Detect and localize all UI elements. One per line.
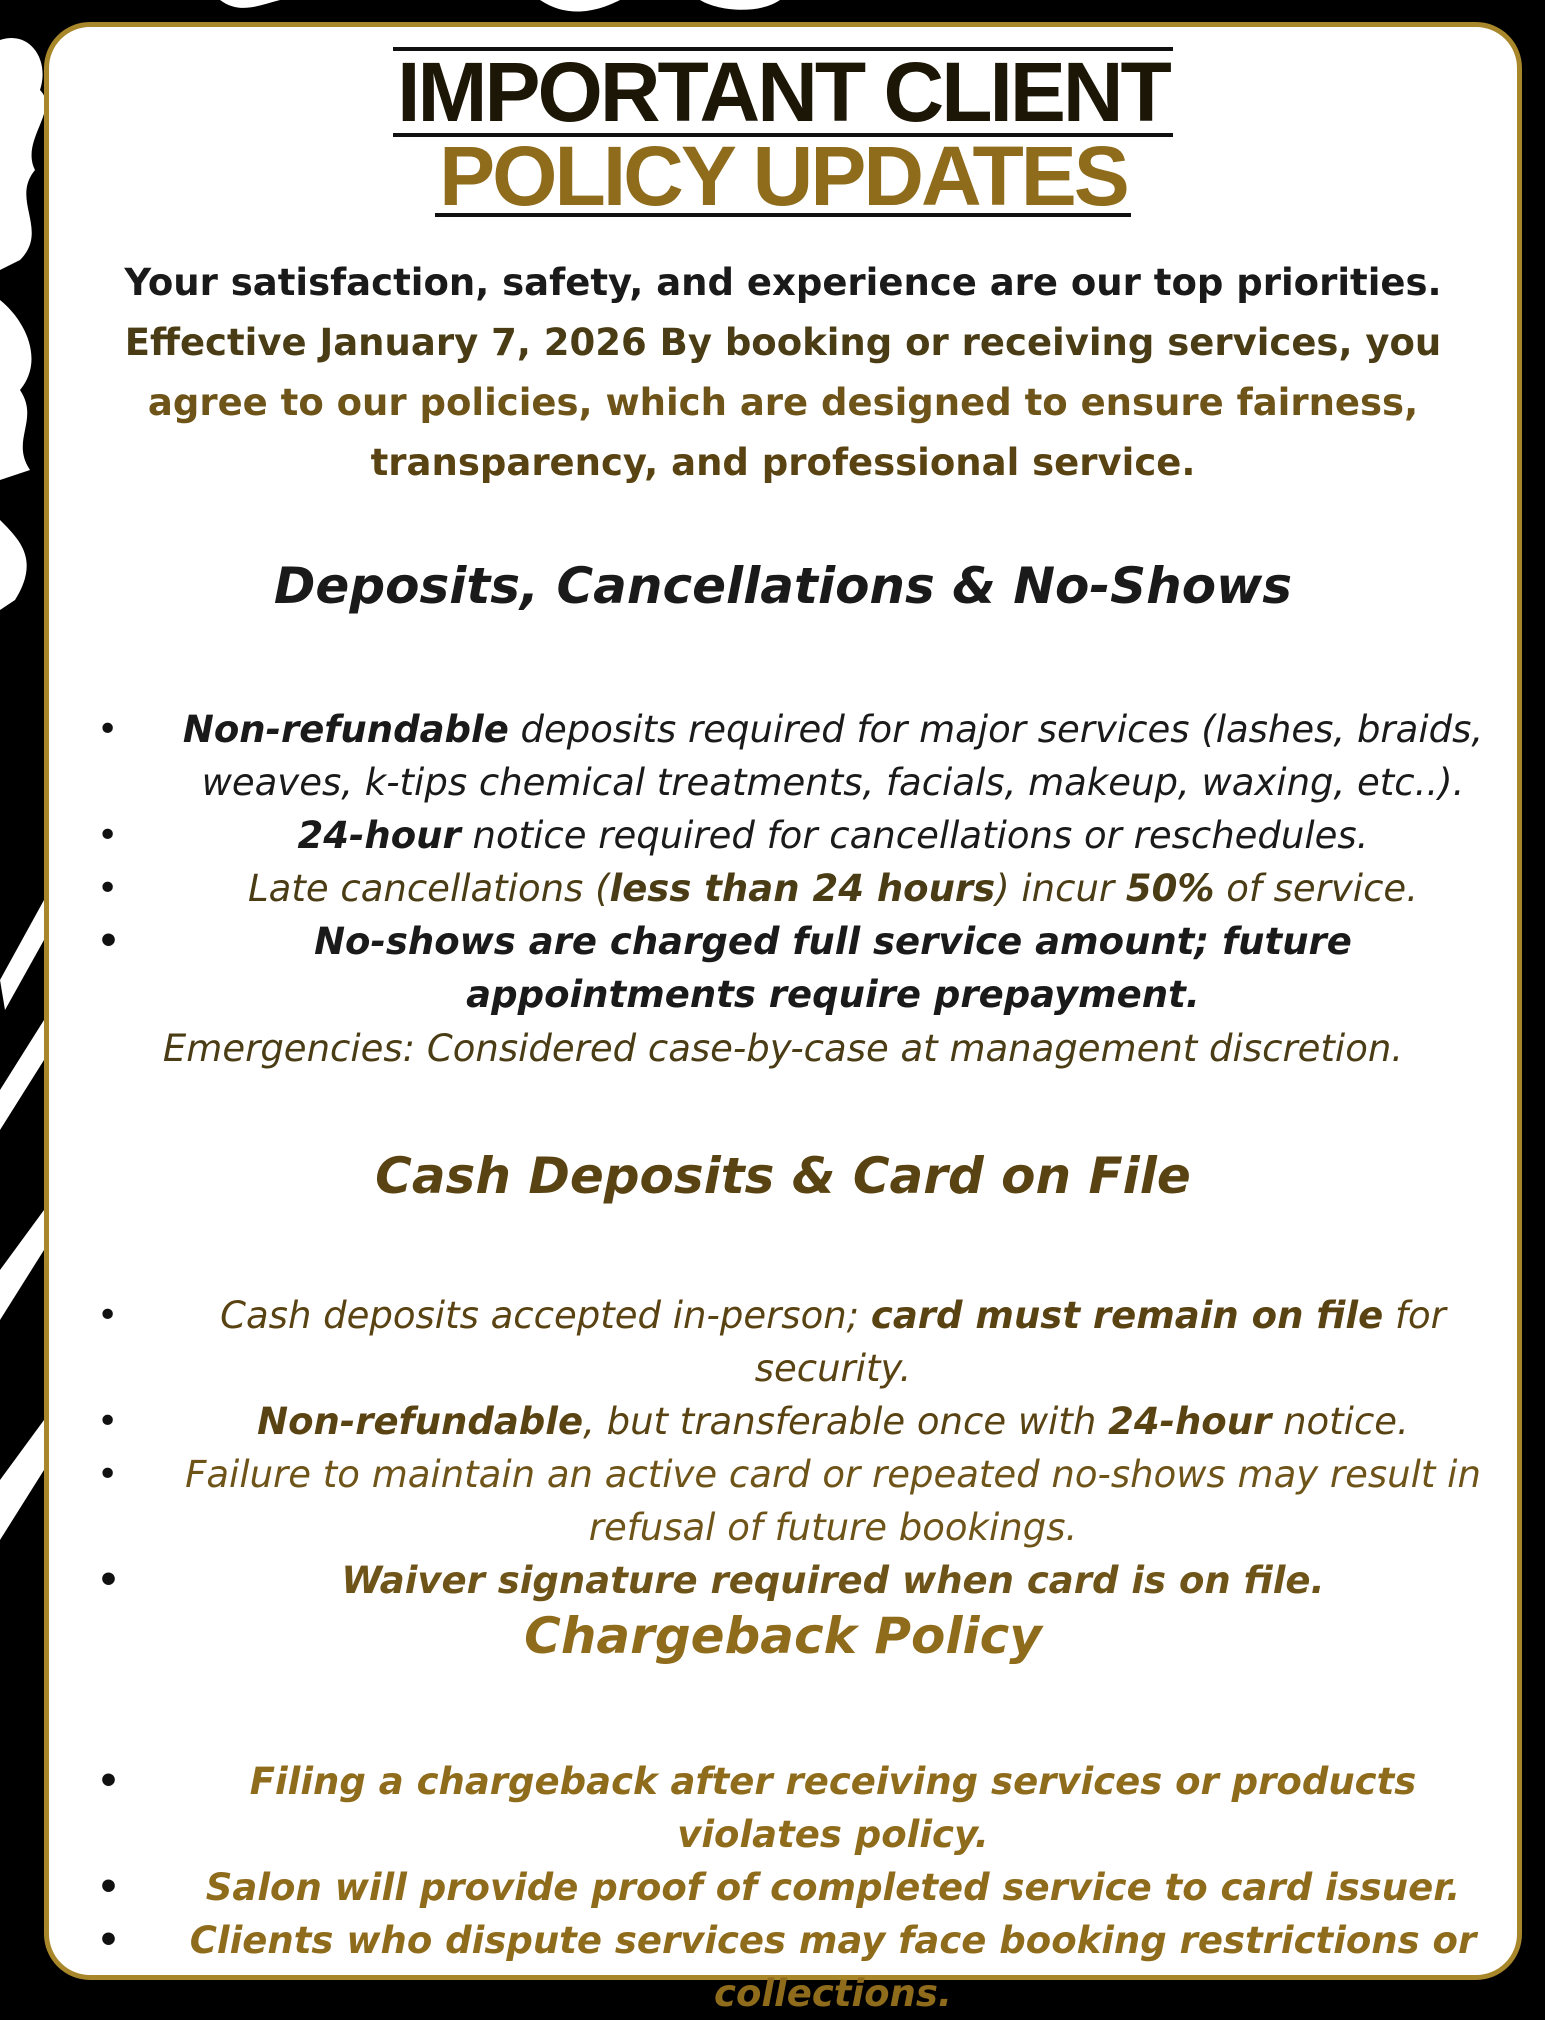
list-item-text: deposits required for major services (lashes, braids, weaves, k-tips chemical treatments, facials, makeup, waxing, etc..).: [201, 708, 1484, 804]
title-line-1: IMPORTANT CLIENT: [393, 47, 1173, 137]
list-item: • Filing a chargeback after receiving services or products violates policy.: [79, 1755, 1487, 1861]
deposits-list: [79, 703, 1487, 1021]
title-line-2: POLICY UPDATES: [435, 139, 1131, 217]
list-item-text: notice.: [1271, 1400, 1409, 1443]
list-item-text: Cash deposits accepted in-person;: [220, 1294, 871, 1337]
list-item: [79, 1395, 1487, 1448]
list-item: [79, 809, 1487, 862]
intro-line-3: agree to our policies, which are designed to ensure fairness,: [147, 381, 1419, 424]
list-item: [79, 1289, 1487, 1395]
emphasis: 24-hour: [1108, 1400, 1272, 1443]
list-item-text: , but transferable once with: [583, 1400, 1109, 1443]
emphasis: Non-refundable: [257, 1400, 584, 1443]
chargeback-heading: Chargeback Policy: [524, 1607, 1042, 1665]
list-item: • Waiver signature required when card is on file.: [79, 1554, 1487, 1607]
emphasis: 24-hour: [297, 814, 461, 857]
list-item-text: of service.: [1214, 867, 1418, 910]
list-item: • Salon will provide proof of completed service to card issuer.: [79, 1861, 1487, 1914]
list-item-text: ) incur: [995, 867, 1126, 910]
emphasis: Non-refundable: [182, 708, 509, 751]
policy-card: [44, 22, 1522, 2015]
chargeback-list: [79, 1755, 1487, 2020]
cash-heading: Cash Deposits & Card on File: [375, 1147, 1191, 1205]
intro-line-2: Effective January 7, 2026 By booking or receiving services, you: [124, 321, 1442, 364]
list-item: [79, 703, 1487, 809]
intro-line-1: Your satisfaction, safety, and experience are our top priorities.: [124, 261, 1442, 304]
list-item: • No-shows are charged full service amount; future appointments require prepayment.: [79, 915, 1487, 1021]
emphasis: less than 24 hours: [609, 867, 996, 910]
cash-list: [79, 1289, 1487, 1607]
list-item-text: notice required for cancellations or reschedules.: [460, 814, 1369, 857]
emphasis: card must remain on file: [870, 1294, 1384, 1337]
emphasis: 50%: [1125, 867, 1215, 910]
deposits-heading: Deposits, Cancellations & No-Shows: [273, 557, 1293, 615]
list-item: • Clients who dispute services may face booking restrictions or collections.: [79, 1914, 1487, 2020]
page-title: [49, 45, 1517, 223]
list-item-text: Late cancellations (: [248, 867, 610, 910]
list-item-text: for security.: [754, 1294, 1446, 1390]
list-item: • Failure to maintain an active card or repeated no-shows may result in refusal of future bookings.: [79, 1448, 1487, 1554]
emergencies-note: Emergencies: Considered case-by-case at management discretion.: [162, 1027, 1404, 1070]
intro-line-4: transparency, and professional service.: [370, 441, 1196, 484]
list-item: [79, 862, 1487, 915]
intro-paragraph: [79, 253, 1487, 493]
